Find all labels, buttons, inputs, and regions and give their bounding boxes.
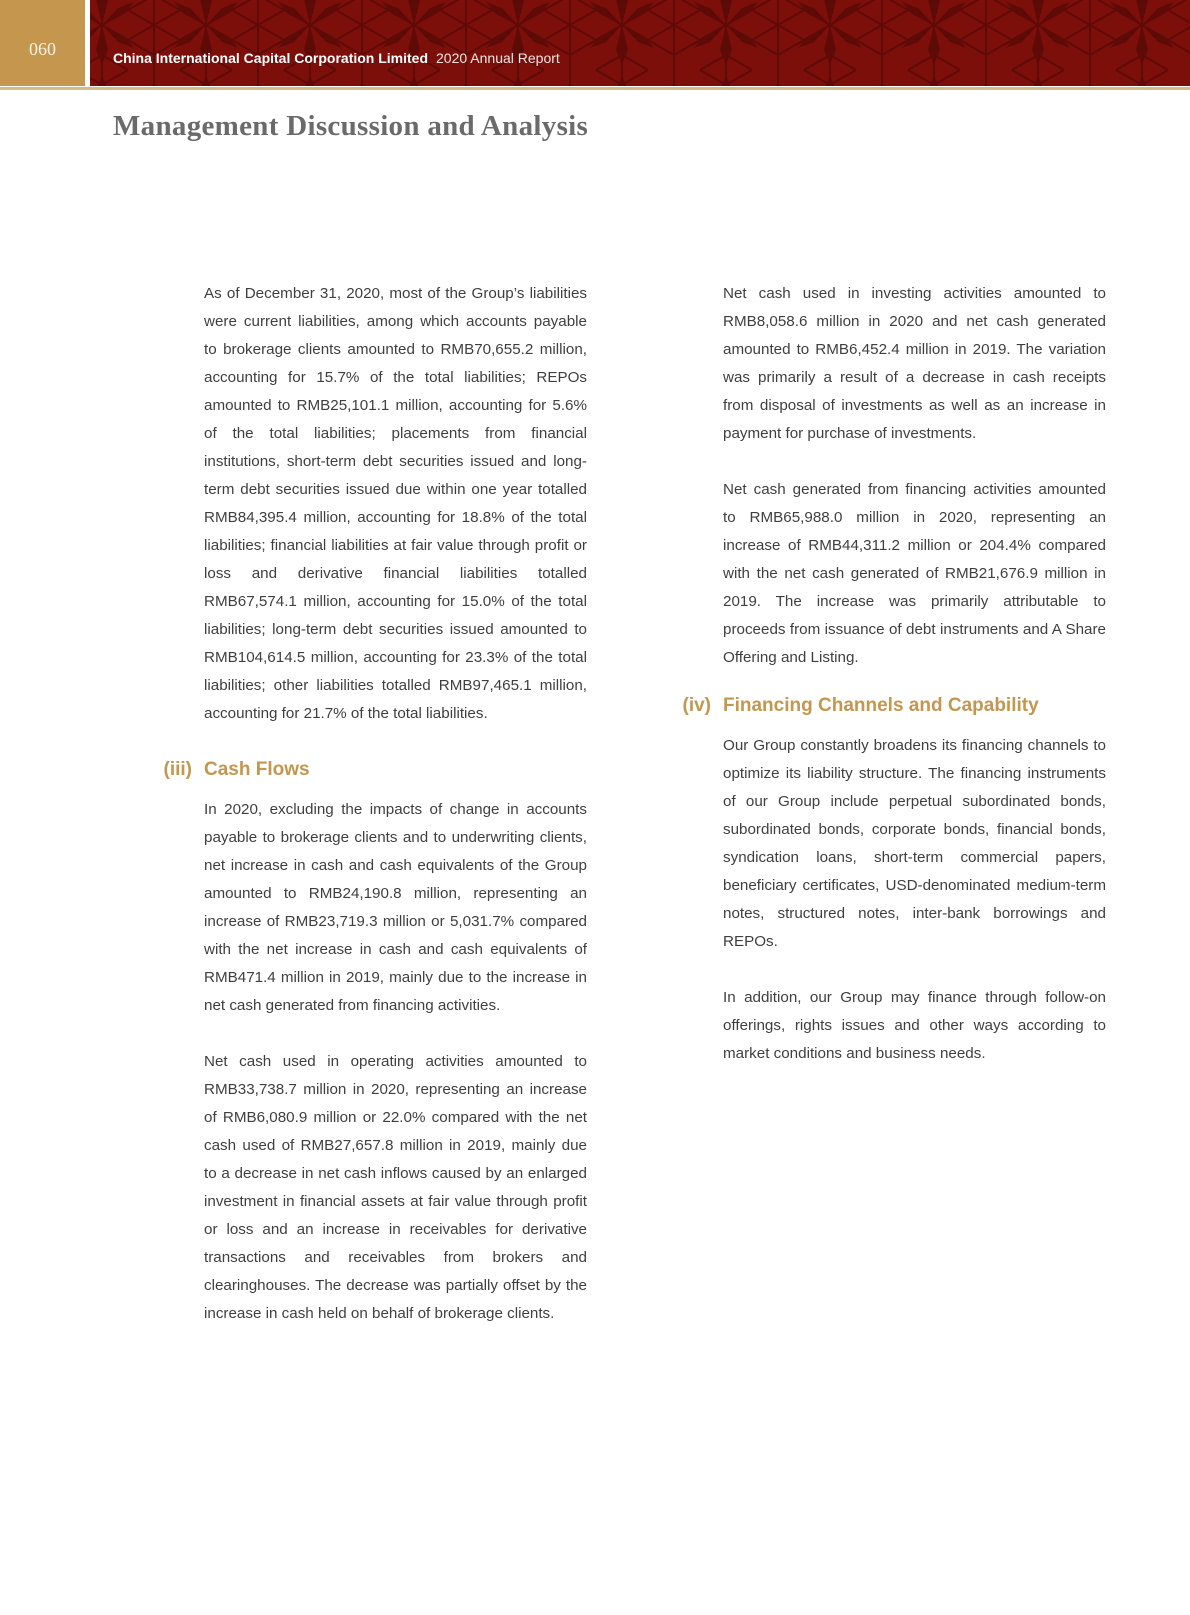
- section-heading-cash-flows: [163, 756, 587, 784]
- page-number: 060: [0, 0, 85, 86]
- asanoha-pattern-icon: [90, 0, 1190, 86]
- investing-activities-paragraph: Net cash used in investing activities amounted to RMB8,058.6 million in 2020 and net cash generated amounted to RMB6,452.4 million in 2019. The variation was primarily a result of a decrease in cash receipts from disposal of investments as well as an increase in payment for purchase of investments.: [723, 285, 1106, 442]
- section-number: (iii): [163, 759, 192, 780]
- header-banner: [90, 0, 1190, 86]
- section-title: Financing Channels and Capability: [723, 695, 1039, 716]
- section-heading-financing-channels: [682, 692, 1106, 720]
- section-title: Cash Flows: [204, 759, 310, 780]
- additional-financing-paragraph: In addition, our Group may finance through follow-on offerings, rights issues and other ways according to market conditions and business needs.: [723, 989, 1106, 1062]
- page-header: [0, 0, 1190, 90]
- company-name: China International Capital Corporation Limited: [113, 50, 429, 66]
- section-number: (iv): [682, 695, 711, 716]
- financing-activities-paragraph: Net cash generated from financing activities amounted to RMB65,988.0 million in 2020, representing an increase of RMB44,311.2 million or 204.4% compared with the net cash generated of RMB21,676.9 million in 2019. The increase was primarily attributable to proceeds from issuance of debt instruments and A Share Offering and Listing.: [723, 481, 1106, 666]
- left-column: [163, 280, 587, 1356]
- page-title: Management Discussion and Analysis: [113, 110, 589, 142]
- header-rule: [0, 87, 1190, 90]
- cash-flow-paragraph: In 2020, excluding the impacts of change in accounts payable to brokerage clients and to underwriting clients, net increase in cash and cash equivalents of the Group amounted to RMB24,190.8 million, representing an increase of RMB23,719.3 million or 5,031.7% compared with the net increase in cash and cash equivalents of RMB471.4 million in 2019, mainly due to the increase in net cash generated from financing activities.: [204, 801, 587, 1014]
- liabilities-paragraph: As of December 31, 2020, most of the Group’s liabilities were current liabilities, among which accounts payable to brokerage clients amounted to RMB70,655.2 million, accounting for 15.7% of the total liabilities; REPOs amounted to RMB25,101.1 million, accounting for 5.6% of the total liabilities; placements from financial institutions, short-term debt securities issued and long-term debt securities issued due within one year totalled RMB84,395.4 million, accounting for 18.8% of the total liabilities; financial liabilities at fair value through profit or loss and derivative financial liabilities totalled RMB67,574.1 million, accounting for 15.0% of the total liabilities; long-term debt securities issued amounted to RMB104,614.5 million, accounting for 23.3% of the total liabilities; other liabilities totalled RMB97,465.1 million, accounting for 21.7% of the total liabilities.: [204, 285, 587, 722]
- operating-activities-paragraph: Net cash used in operating activities amounted to RMB33,738.7 million in 2020, representing an increase of RMB6,080.9 million or 22.0% compared with the net cash used of RMB27,657.8 million in 2019, mainly due to a decrease in net cash inflows caused by an enlarged investment in financial assets at fair value through profit or loss and an increase in receivables for derivative transactions and receivables from brokers and clearinghouses. The decrease was partially offset by the increase in cash held on behalf of brokerage clients.: [204, 1053, 587, 1322]
- right-column: [682, 280, 1106, 1096]
- report-name: 2020 Annual Report: [436, 50, 560, 66]
- header-title: [113, 50, 560, 66]
- financing-instruments-paragraph: Our Group constantly broadens its financing channels to optimize its liability structure. The financing instruments of our Group include perpetual subordinated bonds, subordinated bonds, corporate bonds, financial bonds, syndication loans, short-term commercial papers, beneficiary certificates, USD-denominated medium-term notes, structured notes, inter-bank borrowings and REPOs.: [723, 737, 1106, 950]
